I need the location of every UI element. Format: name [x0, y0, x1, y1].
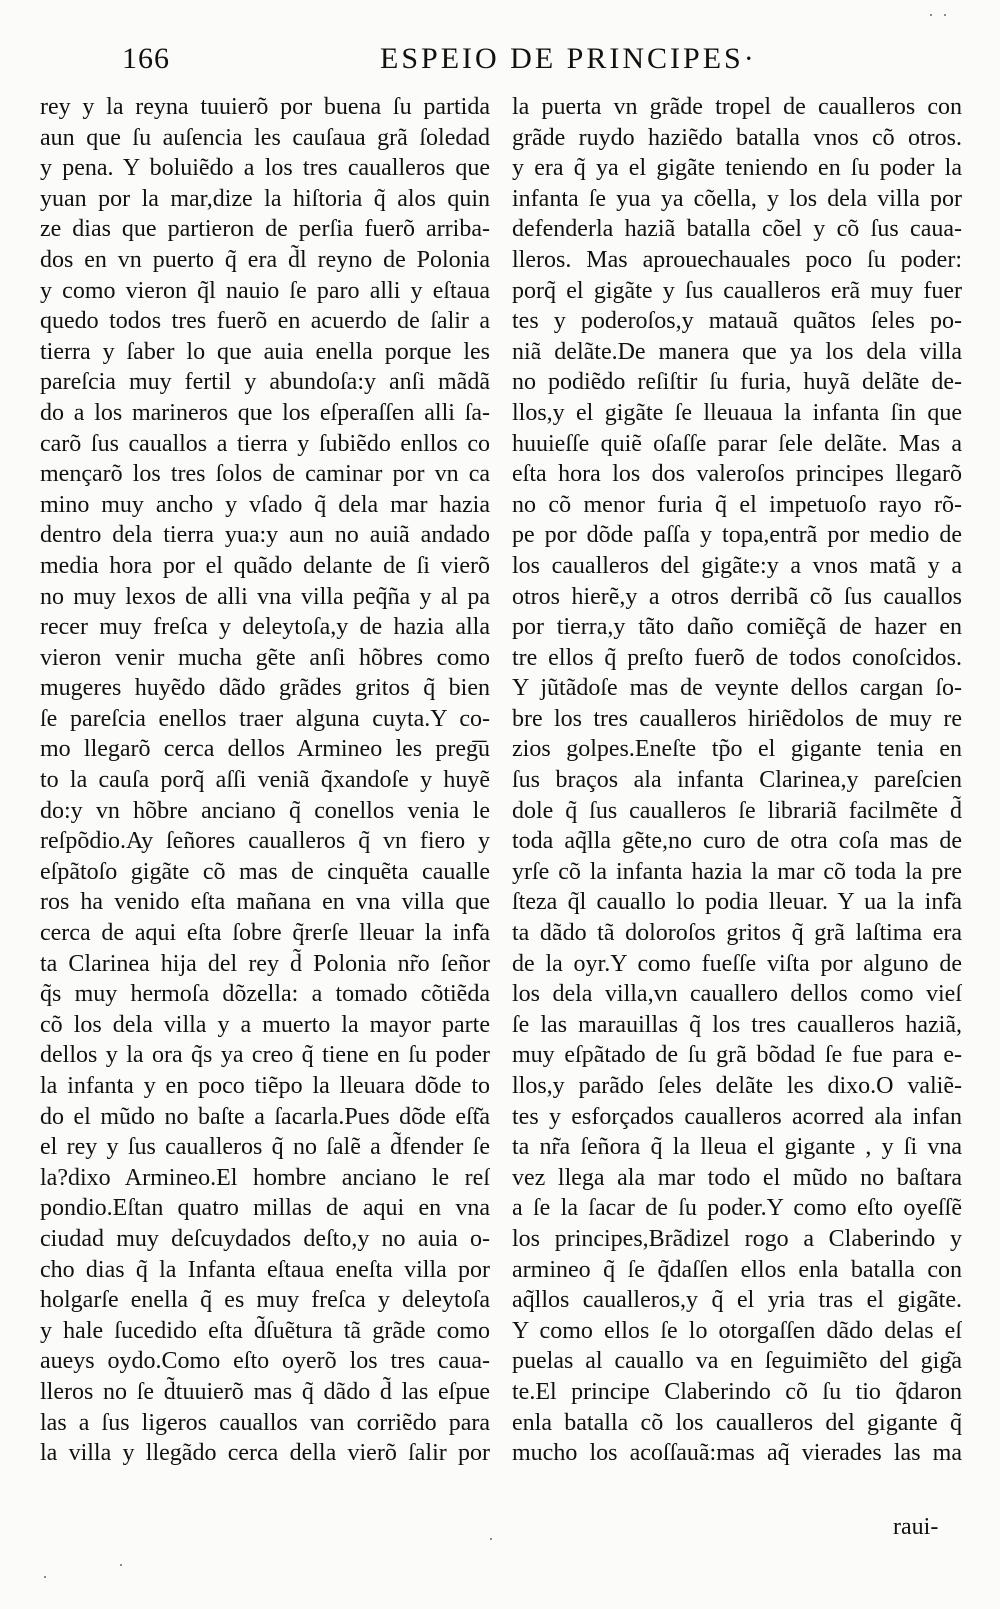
text-line: llos,y el gigãte ſe lleuaua la infanta ſin que [512, 399, 962, 426]
text-line: do a los marineros que los eſperaſſen alli ſa- [40, 399, 490, 426]
text-line: q̃s muy hermoſa dõzella: a tomado cõtiẽda [40, 981, 490, 1008]
text-line: mo llegarõ cerca dellos Armineo les preg͞u [40, 736, 490, 763]
text-line: porq̃ el gigãte y ſus caualleros erã muy fuer [512, 277, 962, 304]
print-speck [490, 1538, 492, 1540]
text-line: la infanta y en poco tiẽpo la lleuara dõde to [40, 1073, 490, 1099]
text-line: infanta ſe yua ya cõella, y los dela villa por [512, 185, 962, 212]
text-line: defenderla haziã batalla cõel y cõ ſus caua- [512, 216, 962, 243]
text-line: enla batalla cõ los caualleros del gigante q̃ [512, 1409, 962, 1436]
text-line: aq̃llos caualleros,y q̃ el yria tras el gigãte. [512, 1287, 962, 1314]
text-line: por tierra,y tãto daño comiẽçã de hazer en [512, 614, 962, 641]
text-line: dos en vn puerto q̃ era d̃l reyno de Polonia [40, 246, 490, 273]
right-text-column [512, 92, 962, 1469]
text-line: ſus braços ala infanta Clarinea,y pareſcien [512, 767, 962, 794]
text-line: yrſe cõ la infanta hazia la mar cõ toda la pre [512, 858, 962, 885]
text-line: tes y poderoſos,y matauã quãtos ſeles po- [512, 308, 962, 335]
text-line: yuan por la mar,dize la hiſtoria q̃ alos quin [40, 185, 490, 212]
text-line: y pena. Y boluiẽdo a los tres caualleros que [40, 155, 490, 182]
text-line: to la cauſa porq̃ aſſi veniã q̃xandoſe y huyẽ [40, 767, 490, 794]
text-line: no cõ menor furia q̃ el impetuoſo rayo rõ- [512, 491, 962, 518]
text-line: no podiẽdo reſiſtir ſu furia, huyã delãte de- [512, 369, 962, 396]
text-line: la villa y llegãdo cerca della vierõ ſalir por [40, 1440, 490, 1467]
text-line: y hale ſucedido eſta d̃ſuẽtura tã grãde como [40, 1317, 490, 1344]
text-line: dentro dela tierra yua:y aun no auiã andado [40, 522, 490, 549]
text-line: rey y la reyna tuuierõ por buena ſu partida [40, 94, 490, 120]
print-speck [120, 1564, 122, 1566]
text-line: huuieſſe quiẽ oſaſſe parar ſele delãte. Mas a [512, 430, 962, 457]
text-line: aueys oydo.Como eſto oyerõ los tres caua- [40, 1348, 490, 1375]
print-speck [44, 1576, 46, 1578]
text-line: la?dixo Armineo.El hombre anciano le reſ [40, 1164, 490, 1191]
text-line: ſe pareſcia enellos traer alguna cuyta.Y co- [40, 705, 490, 732]
text-line: y era q̃ ya el gigãte teniendo en ſu poder la [512, 155, 962, 182]
text-line: tre ellos q̃ preſto fuerõ de todos conoſcidos. [512, 644, 962, 671]
text-line: y como vieron q̃l nauio ſe paro alli y eſtaua [40, 277, 490, 304]
text-line: toda aq̃lla gẽte,no curo de otra coſa mas de [512, 828, 962, 855]
text-line: mugeres huyẽdo dãdo grãdes gritos q̃ bien [40, 675, 490, 702]
text-line: armineo q̃ ſe q̃daſſen ellos enla batalla con [512, 1256, 962, 1283]
text-line: cerca de aqui eſta ſobre q̃rerſe lleuar la inf͂a [40, 920, 490, 947]
text-line: mucho los acoſſauã:mas aq̃ vierades las ma [512, 1440, 962, 1467]
text-line: Y como ellos ſe lo otorgaſſen dãdo delas eſ [512, 1317, 962, 1344]
text-line: holgarſe enella q̃ es muy freſca y deleytoſa [40, 1287, 490, 1314]
text-line: media hora por el quãdo delante de ſi vierõ [40, 552, 490, 579]
text-line: carõ ſus cauallos a tierra y ſubiẽdo enllos co [40, 430, 490, 457]
text-line: ta Clarinea hija del rey d̃ Polonia nr̃o ſeñor [40, 950, 490, 977]
text-line: el rey y ſus caualleros q̃ no ſalẽ a d̃fender ſe [40, 1134, 490, 1161]
text-line: vieron venir mucha gẽte anſi hõbres como [40, 644, 490, 671]
text-line: lleros no ſe d̃tuuierõ mas q̃ dãdo d̃ las eſpue [40, 1378, 490, 1405]
text-line: Y jũtãdoſe mas de veynte dellos cargan ſo- [512, 675, 962, 702]
text-line: lleros. Mas aprouechauales poco ſu poder: [512, 246, 962, 273]
text-line: dole q̃ ſus caualleros ſe librariã facilmẽte d̃ [512, 797, 962, 824]
text-line: muy eſpãtado de ſu grã bõdad ſe fue para e- [512, 1042, 962, 1069]
text-line: niã delãte.De manera que ya los dela villa [512, 338, 962, 365]
print-speck [930, 14, 932, 16]
text-line: ta dãdo tã doloroſos gritos q̃ grã laſtima era [512, 920, 962, 947]
text-line: eſpãtoſo gigãte cõ mas de cinquẽta caualle [40, 858, 490, 885]
text-line: vez llega ala mar todo el mũdo no baſtara [512, 1164, 962, 1191]
text-line: eſta hora los dos valeroſos principes llegarõ [512, 461, 962, 488]
text-line: ſteza q̃l cauallo lo podia lleuar. Y ua la inf͂a [512, 889, 962, 916]
text-line: mençarõ los tres ſolos de caminar por vn ca [40, 461, 490, 488]
text-line: cho dias q̃ la Infanta eſtaua eneſta villa por [40, 1256, 490, 1283]
text-line: ciudad muy deſcuydados deſto,y no auia o- [40, 1225, 490, 1252]
text-line: te.El principe Claberindo cõ ſu tio q̃daron [512, 1378, 962, 1405]
text-line: pe por dõde paſſa y topa,entrã por medio de [512, 522, 962, 549]
text-line: llos,y parãdo ſeles delãte les dixo.O valiẽ- [512, 1073, 962, 1099]
text-line: los principes,Brãdizel rogo a Claberindo y [512, 1225, 962, 1252]
text-line: mino muy ancho y vſado q̃ dela mar hazia [40, 491, 490, 518]
text-line: tierra y ſaber lo que auia enella porque les [40, 338, 490, 365]
text-line: ros ha venido eſta mañana en vna villa que [40, 889, 490, 916]
text-line: recer muy freſca y deleytoſa,y de hazia alla [40, 614, 490, 641]
running-title: ESPEIO DE PRINCIPES· [380, 42, 757, 75]
text-line: bre los tres caualleros hiriẽdolos de muy re [512, 705, 962, 732]
text-line: pondio.Eſtan quatro millas de aqui en vna [40, 1195, 490, 1222]
text-line: la puerta vn grãde tropel de caualleros con [512, 94, 962, 120]
print-speck [944, 14, 946, 16]
text-line: las a ſus ligeros cauallos van corriẽdo para [40, 1409, 490, 1436]
text-line: tes y esforçados caualleros acorred ala infan [512, 1103, 962, 1130]
text-line: do:y vn hõbre anciano q̃ conellos venia le [40, 797, 490, 824]
text-line: grãde ruydo haziẽdo batalla vnos cõ otros. [512, 124, 962, 151]
text-line: puelas al cauallo va en ſeguimiẽto del gig͂a [512, 1348, 962, 1375]
text-line: quedo todos tres fuerõ en acuerdo de ſalir a [40, 308, 490, 335]
left-text-column [40, 92, 490, 1469]
text-line: a ſe la ſacar de ſu poder.Y como eſto oyeſſẽ [512, 1195, 962, 1222]
text-line: pareſcia muy fertil y abundoſa:y anſi mãdã [40, 369, 490, 396]
text-line: dellos y la ora q̃s ya creo q̃ tiene en ſu poder [40, 1042, 490, 1069]
text-line: aun que ſu auſencia les cauſaua grã ſoledad [40, 124, 490, 151]
text-line: los dela villa,vn cauallero dellos como vieſ [512, 981, 962, 1008]
page-header [0, 42, 1000, 92]
text-line: los caualleros del gigãte:y a vnos matã y a [512, 552, 962, 579]
text-line: otros hierẽ,y a otros derribã cõ ſus cauallos [512, 583, 962, 610]
text-line: ta nr̃a ſeñora q̃ la lleua el gigante , y ſi vna [512, 1134, 962, 1161]
text-line: no muy lexos de alli vna villa peq̃ña y al pa [40, 583, 490, 610]
text-line: ſe las marauillas q̃ los tres caualleros haziã, [512, 1011, 962, 1038]
text-line: ze dias que partieron de perſia fuerõ arriba- [40, 216, 490, 243]
text-line: do el mũdo no baſte a ſacarla.Pues dõde eſt͂a [40, 1103, 490, 1130]
text-line: zios golpes.Eneſte tp̃o el gigante tenia en [512, 736, 962, 763]
folio-number: 166 [122, 42, 170, 75]
text-line: cõ los dela villa y a muerto la mayor parte [40, 1011, 490, 1038]
text-line: reſpõdio.Ay ſeñores caualleros q̃ vn fiero y [40, 828, 490, 855]
text-line: de la oyr.Y como fueſſe viſta por alguno de [512, 950, 962, 977]
catchword: raui- [893, 1514, 939, 1540]
